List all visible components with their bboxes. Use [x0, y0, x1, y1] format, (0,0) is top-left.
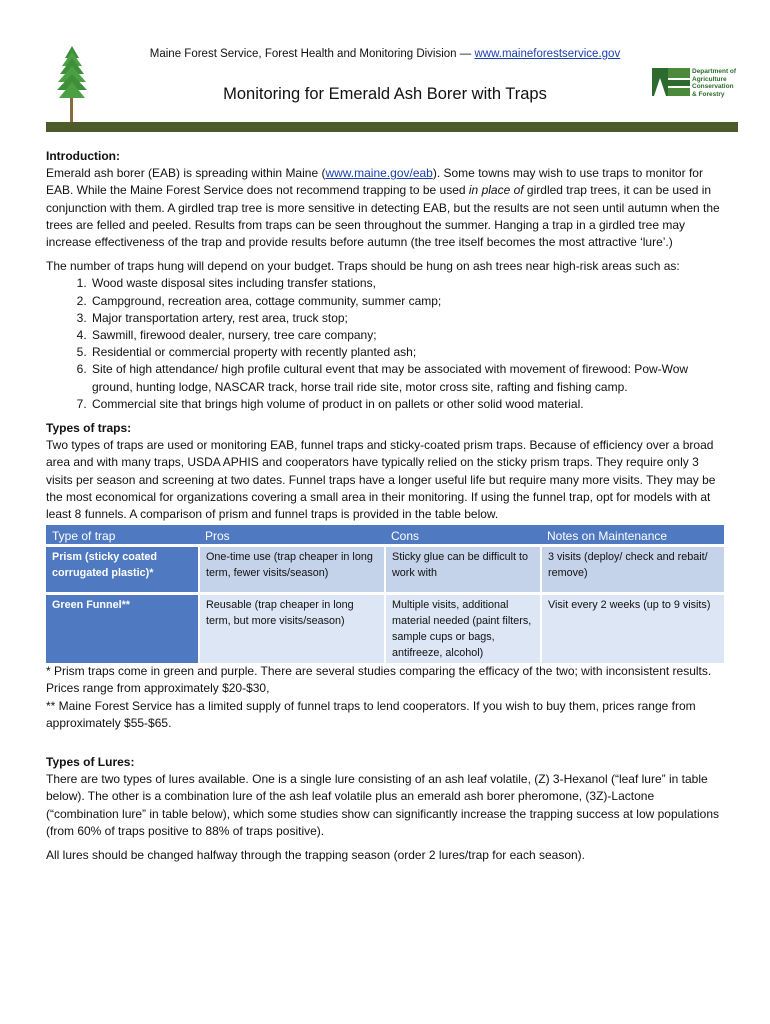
table-header-row [46, 525, 724, 546]
list-item: 3. Major transportation artery, rest area, truck stop; [90, 310, 722, 327]
lures-paragraph: There are two types of lures available. One is a single lure consisting of an ash leaf volatile, (Z) 3-Hexanol (“leaf lure” in table below). The other is a combination lure of the ash leaf volatile plus an emerald ash borer pheromone, (3Z)-Lactone (“combination lure” in table below), which some studies show can significantly increase the trapping success at low populations (from 60% of traps positive to 88% of traps positive). [46, 772, 720, 838]
table-cell: 3 visits (deploy/ check and rebait/ remove) [541, 546, 724, 594]
table-cell: Reusable (trap cheaper in long term, but more visits/season) [199, 594, 385, 664]
org-line: Maine Forest Service, Forest Health and Monitoring Division — [149, 48, 475, 60]
intro-text: ). Some towns may wish to use traps to monitor for EAB. While the Maine Forest Service does not recommend trapping to be used [46, 166, 703, 198]
table-header: Type of trap [46, 525, 199, 546]
table-row [46, 594, 724, 664]
list-item: 2. Campground, recreation area, cottage community, summer camp; [90, 293, 722, 310]
footnote-prism: * Prism traps come in green and purple. There are several studies comparing the efficacy of the two; with inconsistent results. Prices range from approximately $20-$30, [46, 664, 712, 696]
intro-paragraph [46, 165, 722, 251]
table-header: Notes on Maintenance [541, 525, 724, 546]
table-header: Pros [199, 525, 385, 546]
high-risk-sites-list [46, 275, 722, 413]
table-header: Cons [385, 525, 541, 546]
table-cell: Visit every 2 weeks (up to 9 visits) [541, 594, 724, 664]
footnote-funnel: ** Maine Forest Service has a limited supply of funnel traps to lend cooperators. If you wish to buy them, prices range from approximately $55-$65. [46, 698, 696, 730]
agency-text-line: Agriculture [692, 75, 727, 83]
document-body [46, 148, 722, 864]
table-cell: Sticky glue can be difficult to work with [385, 546, 541, 594]
table-row [46, 546, 724, 594]
eab-link[interactable]: www.maine.gov/eab [325, 166, 433, 181]
traps-number-paragraph: The number of traps hung will depend on your budget. Traps should be hung on ash trees near high-risk areas such as: [46, 259, 680, 274]
table-cell: Green Funnel** [46, 594, 199, 664]
lures-heading: Types of Lures: [46, 755, 135, 770]
agency-text-line: Department of [692, 68, 737, 75]
list-item: 5. Residential or commercial property with recently planted ash; [90, 344, 722, 361]
intro-italic: in place of [468, 183, 524, 198]
website-link[interactable]: www.maineforestservice.gov [474, 48, 621, 60]
list-item: 7. Commercial site that brings high volume of product in on pallets or other solid wood material. [90, 396, 722, 413]
intro-text: girdled trap trees, it can be used in conjunction with them. A girdled trap tree is more sensitive in detecting EAB, but the results are not seen until autumn when the trees are felled and peeled. Results from traps can be seen throughout the summer. Hanging a trap in a girdled tree may increase effectiveness of the trap and provide results before autumn (the tree itself becomes the most attractive ‘lure’.) [46, 183, 720, 250]
list-item: 6. Site of high attendance/ high profile cultural event that may be associated with movement of firewood: Pow-Wow ground, hunting lodge, NASCAR track, horse trail ride site, motor cross site, rafting and fishing camp. [90, 361, 722, 395]
lures-note: All lures should be changed halfway through the trapping season (order 2 lures/trap for each season). [46, 848, 585, 863]
intro-heading: Introduction: [46, 149, 120, 163]
header-rule [46, 122, 738, 132]
organization-header [0, 48, 770, 60]
document-title: Monitoring for Emerald Ash Borer with Traps [223, 85, 547, 103]
intro-text: Emerald ash borer (EAB) is spreading within Maine ( [46, 166, 326, 181]
table-cell: One-time use (trap cheaper in long term, fewer visits/season) [199, 546, 385, 594]
agency-text-line: Conservation [692, 83, 734, 90]
traps-paragraph: Two types of traps are used or monitoring EAB, funnel traps and sticky-coated prism traps. Because of efficiency over a broad area and with many traps, USDA APHIS and cooperators have typically relied on the sticky prism traps. They require only 3 visits per season and screening at two dates. Funnel traps have a longer useful life but require many more visits. They may be the most economical for organizations covering a small area in their monitoring. If using the funnel trap, opt for models with at least 8 funnels. A comparison of prism and funnel traps is provided in the table below. [46, 438, 716, 522]
agency-text-line: & Forestry [692, 90, 725, 98]
traps-heading: Types of traps: [46, 421, 132, 436]
table-cell: Multiple visits, additional material needed (paint filters, sample cups or bags, antifreeze, alcohol) [385, 594, 541, 664]
trap-comparison-table [46, 525, 724, 663]
table-cell: Prism (sticky coated corrugated plastic)* [46, 546, 199, 594]
list-item: 4. Sawmill, firewood dealer, nursery, tree care company; [90, 327, 722, 344]
list-item: 1. Wood waste disposal sites including transfer stations, [90, 275, 722, 292]
